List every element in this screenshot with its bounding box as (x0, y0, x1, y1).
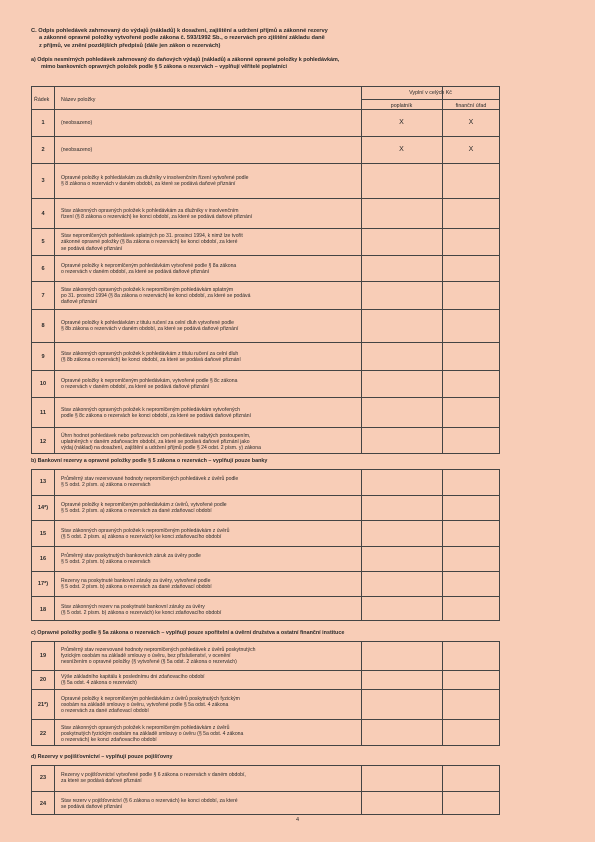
section-a-title-line: a) Odpis nesmírných pohledávek zahrnovaný do daňových výdajů (nákladů) a zákonné opravné položky k pohledávkám, (31, 57, 340, 63)
table-row (32, 495, 499, 521)
row-description (61, 407, 361, 420)
row-description-line: osobám na základě smlouvy o úvěru, vytvořené podle § 5a odst. 4 zákona (61, 701, 229, 708)
table-row (32, 546, 499, 572)
section-c-title-line: C. Odpis pohledávek zahrnovaný do výdajů (nákladů) k dosažení, zajištění a udržení příjmů a zákonné rezervy (31, 28, 328, 34)
row-description-line: Opravné položky k pohledávkám za dlužníky v insolvenčním řízení vytvořené podle (61, 175, 249, 182)
row-description (61, 233, 361, 252)
row-description-line: výdaj (náklad) na dosažení, zajištění a udržení příjmů podle § 24 odst. 2 písm. y) zákona (61, 445, 261, 452)
row-number: 22 (39, 730, 47, 737)
row-description-line: Rezervy na poskytnuté bankovní záruky za úvěry, vytvořené podle (61, 578, 211, 585)
table-row (32, 470, 499, 495)
row-number: 3 (41, 178, 45, 184)
row-description-line: o rezervách v daném období, za které se podává daňové přiznání (61, 384, 210, 391)
row-description (61, 433, 361, 452)
row-description-line: § 5 odst. 2 písm. a) zákona o rezervách (61, 482, 151, 489)
row-description-line: Opravné položky k pohledávkám z titulu ručení za celní dluh vytvořené podle (61, 320, 235, 327)
row-description (61, 120, 361, 126)
row-description-line: se podává daňové přiznání (61, 245, 123, 252)
row-description-line: Výše základního kapitálu k poslednímu dni zdaňovacího období (61, 674, 205, 681)
row-description-line: poskytnutých fyzickým osobám na základě smlouvy o úvěru (§ 5a odst. 4 zákona (61, 730, 244, 737)
section-d-title: d) Rezervy v pojišťovnictví – vyplňují pouze pojišťovny (31, 754, 173, 760)
table-section-a (31, 86, 500, 454)
table-row (32, 520, 499, 547)
tax-office-value-field[interactable]: X (468, 146, 474, 153)
row-description (61, 725, 361, 744)
table-row (32, 370, 499, 398)
row-description (61, 798, 361, 811)
table-row (32, 571, 499, 597)
row-description-line: (neobsazeno) (61, 147, 93, 154)
table-row (32, 342, 499, 371)
row-description-line: Stav zákonných rezerv na poskytnuté bankovní záruky za úvěry (61, 603, 205, 610)
row-description (61, 263, 361, 276)
section-a-title (31, 57, 339, 71)
row-number: 21*) (37, 701, 49, 708)
row-description-line: nesnížením o opravné položky (§ vytvořené (§ 5a odst. 2 zákona o rezervách) (61, 659, 237, 666)
table-section-d (31, 765, 500, 815)
row-description (61, 604, 361, 617)
row-description-line: § 5 odst. 2 písm. b) zákona o rezervách za dané zdaňovací období (61, 584, 212, 591)
table-row (32, 163, 499, 199)
row-description-line: podle § 8c zákona o rezervách ke konci období, za které se podává daňové přiznání (61, 412, 252, 419)
row-description (61, 175, 361, 188)
row-number: 24 (39, 801, 47, 807)
row-description-line: § 5 odst. 2 písm. b) zákona o rezervách (61, 559, 151, 566)
row-description-line: § 5 odst. 2 písm. a) zákona o rezervách za dané zdaňovací období (61, 508, 212, 515)
row-description-line: § 8 zákona o rezervách v daném období, za které se podává daňové přiznání (61, 181, 236, 188)
table-row (32, 228, 499, 256)
row-description-line: Opravné položky k nepromlčeným pohledávkám vytvořené podle § 8a zákona (61, 262, 237, 269)
table-row (32, 766, 499, 791)
section-c-title-line: a zákonné opravné položky vytvořené podle zákona č. 593/1992 Sb., o rezervách pro zjištění základu daně (39, 35, 325, 42)
row-description-line: § 8b zákona o rezervách v daném období, za které se podává daňové přiznání (61, 326, 239, 333)
table-row (32, 397, 499, 428)
row-number: 7 (41, 292, 45, 299)
row-description (61, 351, 361, 364)
row-description-line: Stav zákonných opravných položek k nepromlčeným pohledávkám vytvořených (61, 406, 240, 413)
row-description-line: Průměrný stav rezervované hodnoty nepromlčených pohledávek z úvěrů podle (61, 476, 239, 483)
row-description-line: (§ 5 odst. 2 písm. b) zákona o rezervách) ke konci zdaňovacího období (61, 609, 222, 616)
row-description-line: Stav nepromlčených pohledávek splatných po 31. prosinci 1994, k nimž lze tvořit (61, 233, 243, 240)
row-number: 23 (39, 775, 47, 781)
row-description-line: Stav zákonných opravných položek k nepromlčeným pohledávkám z úvěrů (61, 527, 230, 534)
row-number: 16 (39, 556, 47, 562)
table-row (32, 670, 499, 690)
page-number: 4 (295, 817, 300, 823)
row-description-line: za které se podává daňové přiznání (61, 778, 142, 785)
row-number: 4 (41, 210, 45, 217)
row-description-line: o rezervách za dané zdaňovací období (61, 708, 149, 715)
row-description-line: Stav rezerv v pojišťovnictví (§ 6 zákona o rezervách) ke konci období, za které (61, 798, 238, 805)
table-row (32, 198, 499, 229)
row-description-line: Opravné položky k nepromlčeným pohledávkám, vytvořené podle § 8c zákona (61, 378, 238, 385)
row-description (61, 208, 361, 221)
row-description-line: zákonné opravné položky (§ 8a zákona o rezervách) ke konci období, za které (61, 239, 238, 246)
row-number: 5 (41, 239, 45, 245)
row-description-line: Opravné položky k nepromlčeným pohledávkám z úvěrů, vytvořené podle (61, 502, 227, 509)
row-description (61, 320, 361, 333)
row-number: 13 (39, 479, 47, 485)
section-c-title-line: z příjmů, ve znění pozdějších předpisů (dále jen zákon o rezervách) (39, 42, 221, 49)
row-description-line: Úhrn hodnot pohledávek nebo pořizovacích cen pohledávek nabytých postoupením, (61, 432, 251, 439)
row-description-line: Opravné položky k nepromlčeným pohledávkám z úvěrů poskytnutých fyzickým (61, 695, 240, 702)
row-description (61, 147, 361, 153)
row-description-line: fyzickým osobám na základě smlouvy o úvěru, bez příslušenství, v ocenění (61, 652, 231, 659)
table-row (32, 136, 499, 164)
row-description-line: (§ 5a odst. 4 zákona o rezervách) (61, 680, 137, 687)
section-c2-title: c) Opravné položky podle § 5a zákona o rezervách – vyplňují pouze spořitelní a úvěrní družstva a ostatní finanční instituce (31, 630, 345, 636)
row-number: 8 (41, 323, 45, 329)
row-description-line: uplatněných v daném zdaňovacím období, za které se podává daňové přiznání jako (61, 438, 250, 445)
row-description-line: daňové přiznání (61, 299, 98, 306)
row-number: 18 (39, 606, 47, 613)
header-group-label: Vyplní v celých Kč (409, 90, 452, 96)
row-description (61, 378, 361, 391)
row-number: 17*) (37, 581, 49, 587)
row-description (61, 674, 361, 687)
row-number: 6 (41, 265, 45, 272)
row-number: 9 (41, 353, 45, 360)
section-b-title: b) Bankovní rezervy a opravné položky podle § 5 zákona o rezervách – vyplňují pouze banky (31, 458, 268, 464)
row-number: 14*) (37, 505, 49, 511)
row-description-line: Stav zákonných opravných položek k nepromlčeným pohledávkám z úvěrů (61, 724, 230, 731)
row-description (61, 553, 361, 566)
row-description-line: Průměrný stav poskytnutých bankovních záruk za úvěry podle (61, 553, 201, 560)
taxpayer-value-field[interactable]: X (399, 146, 404, 153)
row-number: 19 (39, 652, 47, 659)
table-section-c2 (31, 641, 500, 746)
table-row (32, 109, 499, 137)
row-description-line: (§ 8b zákona o rezervách) ke konci období, za které se podává daňové přiznání (61, 356, 241, 363)
taxpayer-value-field[interactable]: X (399, 119, 404, 126)
header-col-tax-office: finanční úřad (455, 103, 487, 109)
row-description-line: Stav zákonných opravných položek k pohledávkám za dlužníky v insolvenčním (61, 207, 239, 214)
table-row (32, 281, 499, 310)
table-row (32, 791, 499, 817)
table-row (32, 642, 499, 670)
row-description-line: po 31. prosinci 1994 (§ 8a zákona o rezervách) ke konci období, za které se podává (61, 292, 251, 299)
row-number: 15 (39, 530, 47, 537)
row-description (61, 287, 361, 306)
table-row (32, 309, 499, 343)
row-description-line: o rezervách) ke konci zdaňovacího období (61, 737, 157, 744)
row-description (61, 772, 361, 785)
table-section-b (31, 469, 500, 621)
table-row (32, 689, 499, 720)
row-description-line: (§ 5 odst. 2 písm. a) zákona o rezervách) ke konci zdaňovacího období (61, 533, 222, 540)
header-row-label: Řádek (34, 97, 50, 103)
row-number: 12 (39, 438, 47, 445)
tax-office-value-field[interactable]: X (468, 119, 474, 126)
row-description-line: Průměrný stav rezervované hodnoty nepromlčených pohledávek z úvěrů poskytnutých (61, 646, 256, 653)
row-number: 10 (39, 381, 47, 387)
table-row (32, 427, 499, 456)
table-row (32, 596, 499, 623)
row-description (61, 647, 361, 666)
row-description-line: (neobsazeno) (61, 120, 93, 127)
row-description-line: řízení (§ 8 zákona o rezervách) ke konci období, za které se podává daňové přiznání (61, 213, 253, 220)
row-description-line: Stav zákonných opravných položek k nepromlčeným pohledávkám splatným (61, 286, 234, 293)
row-number: 20 (39, 677, 47, 683)
row-description-line: Stav zákonných opravných položek k pohledávkám z titulu ručení za celní dluh (61, 350, 239, 357)
row-description-line: Rezervy v pojišťovnictví vytvořené podle § 6 zákona o rezervách v daném období, (61, 772, 246, 779)
row-description (61, 578, 361, 591)
header-col-taxpayer: poplatník (390, 103, 413, 109)
row-description (61, 502, 361, 515)
table-row (32, 719, 499, 748)
row-number: 11 (40, 409, 46, 416)
header-name-label: Název položky (61, 97, 96, 103)
row-number: 1 (41, 120, 45, 126)
row-description (61, 476, 361, 489)
section-a-title-line: mimo bankovních opravných položek podle § 5 zákona o rezervách – vyplňují věřitelé poplatníci (41, 64, 287, 70)
row-description (61, 696, 361, 715)
table-row (32, 255, 499, 282)
row-number: 2 (41, 147, 45, 153)
row-description (61, 528, 361, 541)
row-description-line: se podává daňové přiznání (61, 804, 123, 811)
section-c-title (31, 28, 328, 50)
row-description-line: o rezervách v daném období, za které se podává daňové přiznání (61, 268, 210, 275)
